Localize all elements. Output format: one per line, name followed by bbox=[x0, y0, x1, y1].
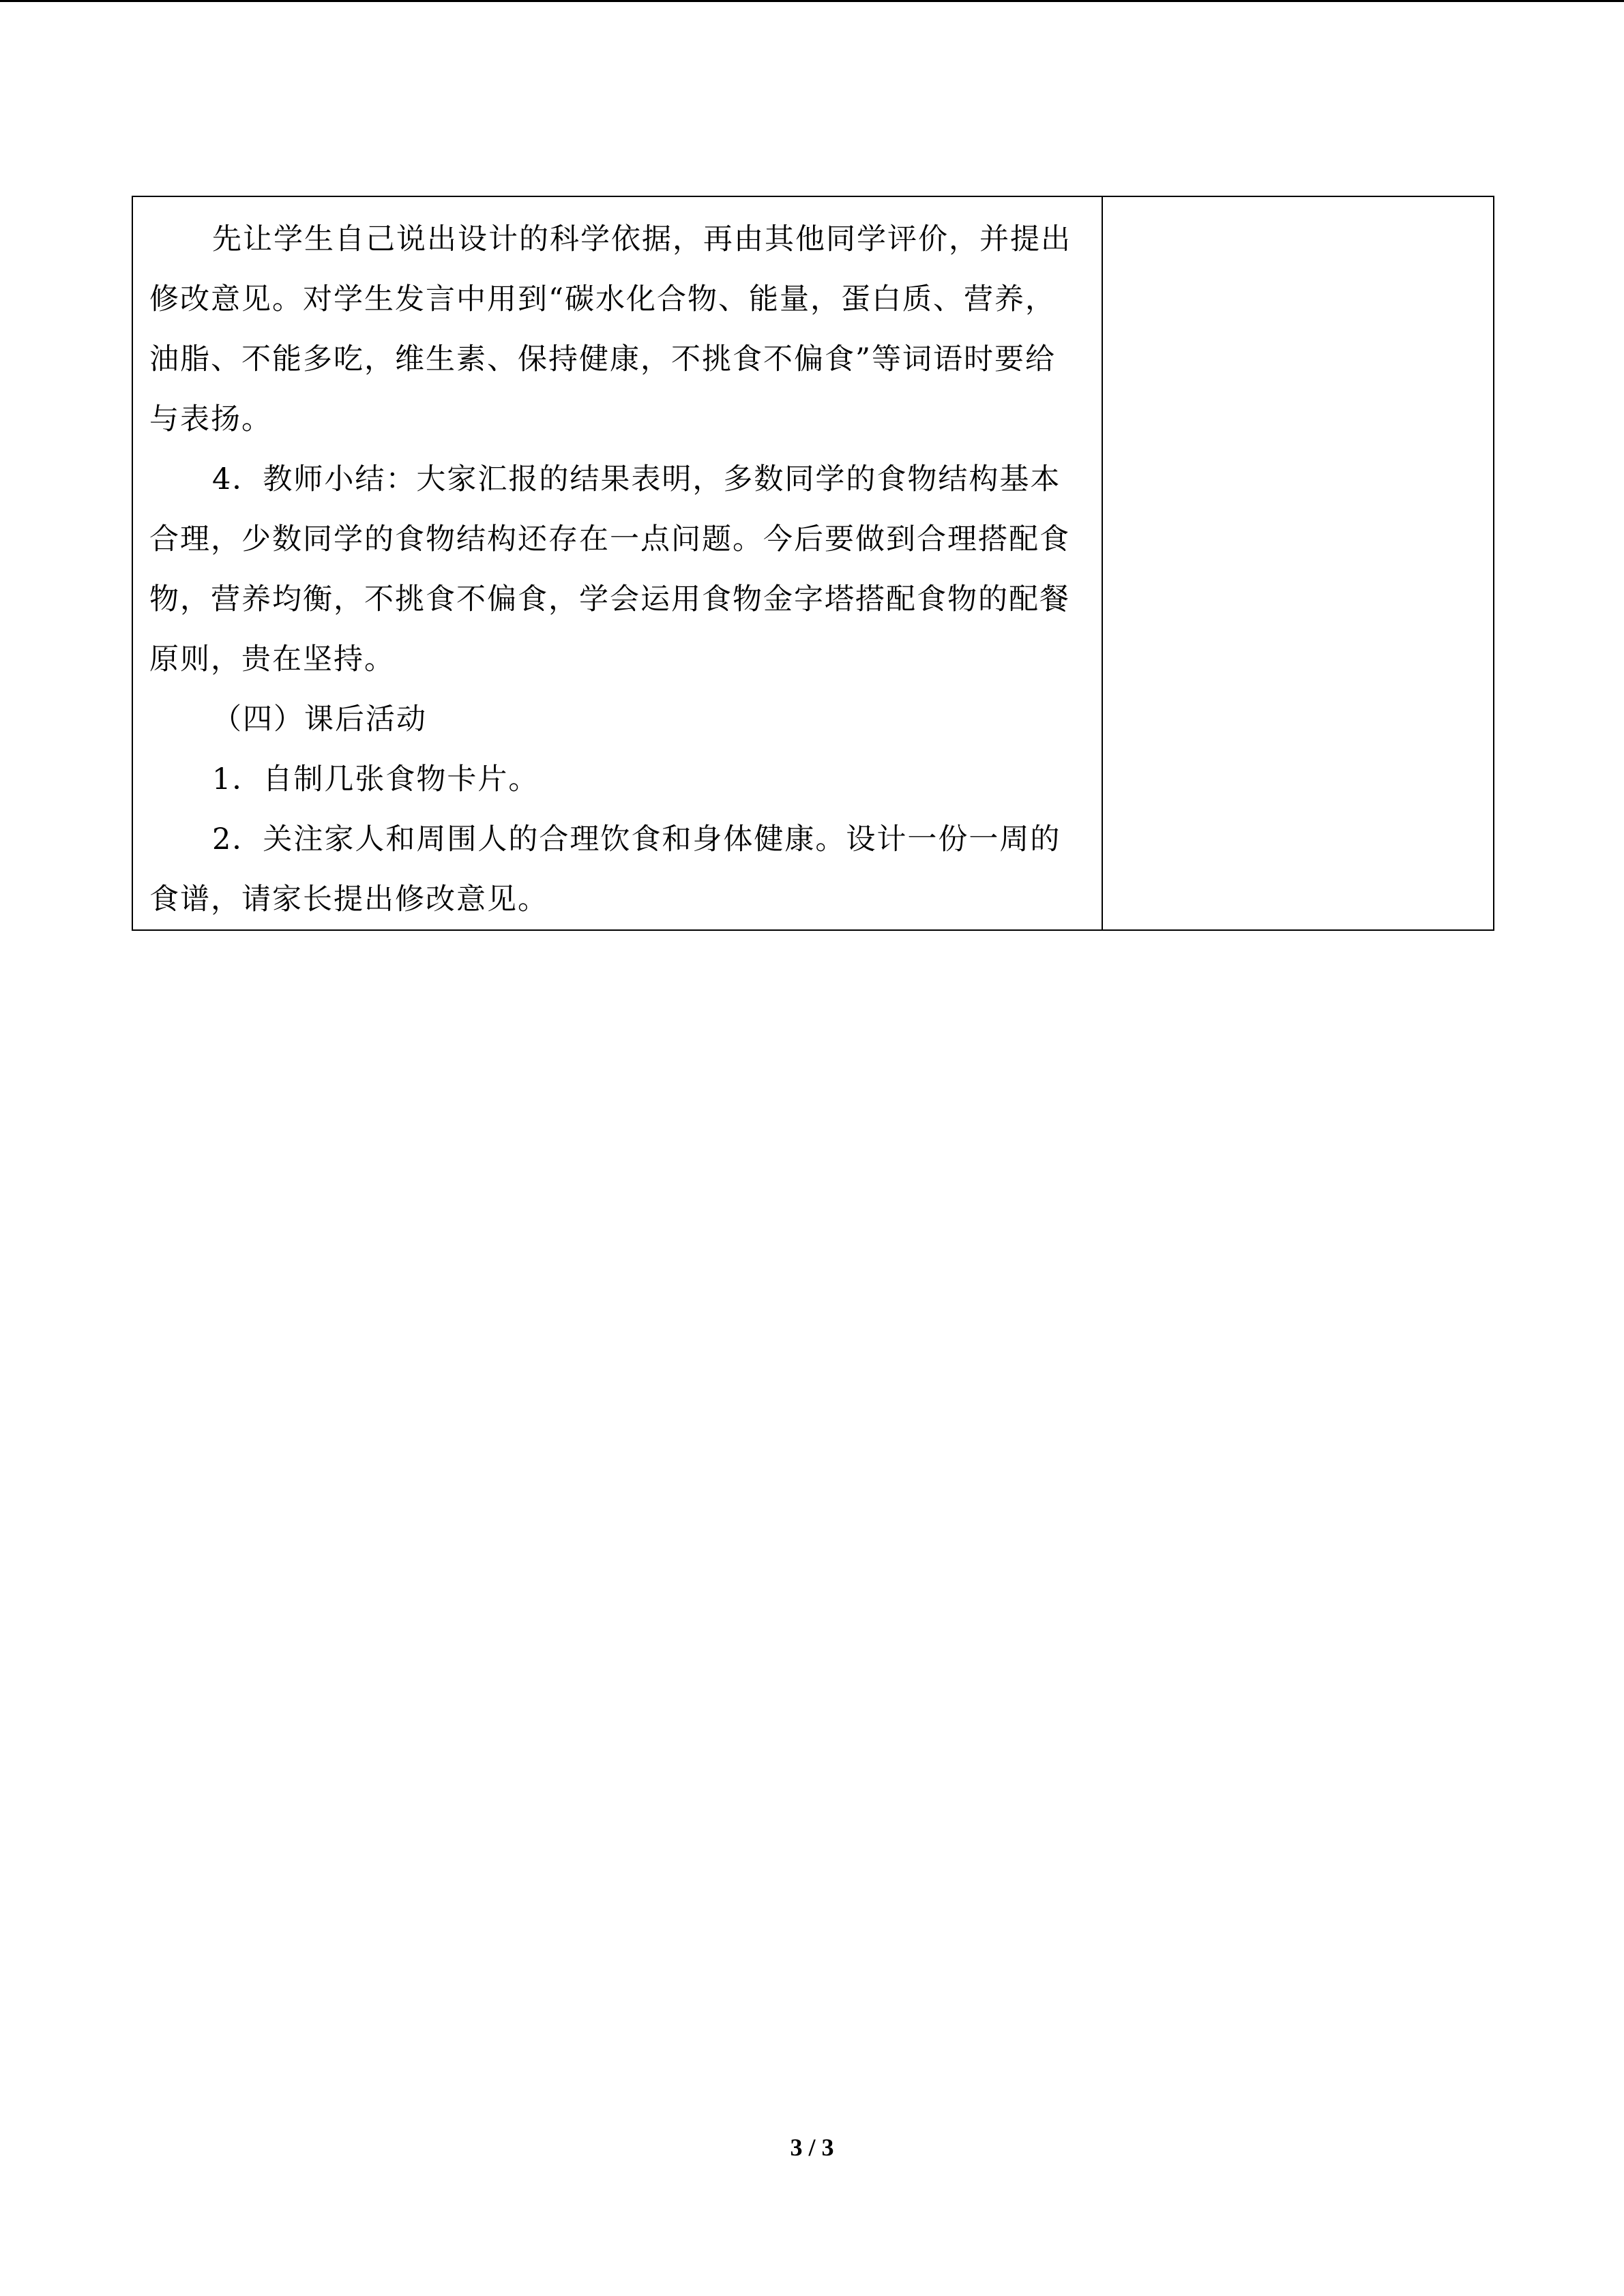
lesson-content-cell bbox=[132, 196, 1102, 930]
section-heading-after-class-activities: （四）课后活动 bbox=[212, 702, 427, 736]
paragraph-design-evaluation: 先让学生自己说出设计的科学依据，再由其他同学评价，并提出修改意见。对学生发言中用到“碳水化合物、能量，蛋白质、营养，油脂、不能多吃，维生素、保持健康，不挑食不偏食”等词语时要给与表扬。 bbox=[149, 222, 1072, 436]
paragraph-activity-food-cards: 1．自制几张食物卡片。 bbox=[212, 762, 540, 796]
page-number: 3 / 3 bbox=[790, 2134, 834, 2161]
table-row bbox=[132, 196, 1494, 930]
paragraph-teacher-summary: 4．教师小结：大家汇报的结果表明，多数同学的食物结构基本合理，少数同学的食物结构还存在一点问题。今后要做到合理搭配食物，营养均衡，不挑食不偏食，学会运用食物金字塔搭配食物的配餐原则，贵在坚持。 bbox=[149, 462, 1070, 676]
lesson-plan-table bbox=[132, 196, 1494, 931]
page-top-border bbox=[0, 0, 1624, 2]
notes-cell bbox=[1102, 196, 1494, 930]
paragraph-activity-weekly-recipe: 2．关注家人和周围人的合理饮食和身体健康。设计一份一周的食谱，请家长提出修改意见。 bbox=[149, 822, 1061, 916]
